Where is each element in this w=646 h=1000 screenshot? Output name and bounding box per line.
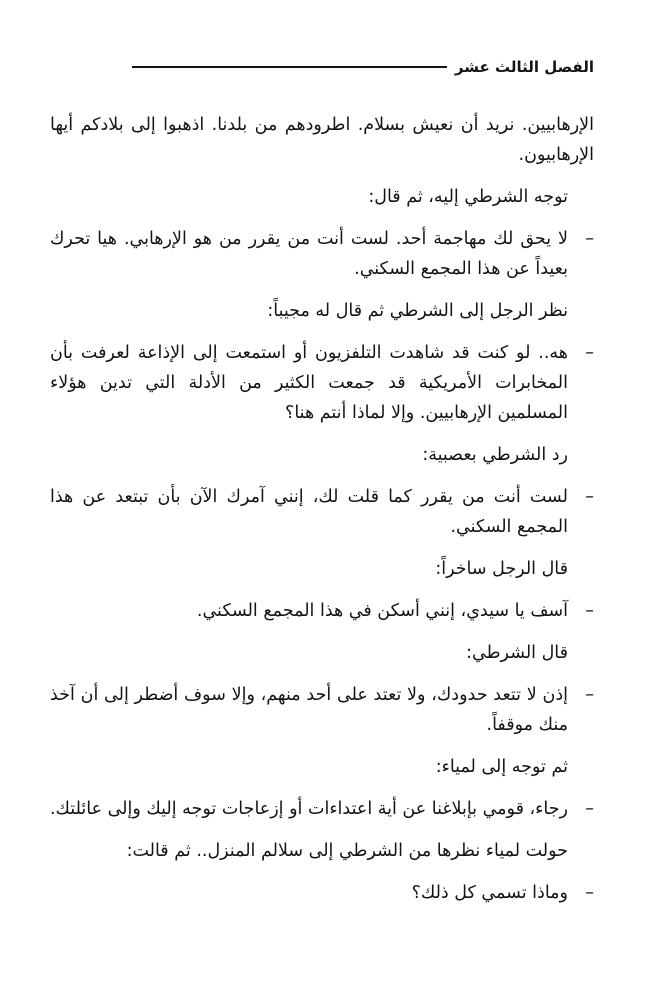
- dialogue-text: هه.. لو كنت قد شاهدت التلفزيون أو استمعت إلى الإذاعة لعرفت بأن المخابرات الأمريكية قد جمعت الكثير من الأدلة التي تدين هؤلاء المسلمين الإرهابيين. وإلا لماذا أنتم هنا؟: [50, 343, 568, 423]
- paragraph-dialogue: [50, 338, 594, 428]
- paragraph-continuation: الإرهابيين. نريد أن نعيش بسلام. اطرودهم من بلدنا. اذهبوا إلى بلادكم أيها الإرهابيون.: [50, 115, 594, 165]
- paragraph-dialogue: [50, 224, 594, 284]
- dialogue-text: آسف يا سيدي، إنني أسكن في هذا المجمع السكني.: [196, 601, 568, 621]
- dialogue-text: لا يحق لك مهاجمة أحد. لست أنت من يقرر من هو الإرهابي. هيا تحرك بعيداً عن هذا المجمع السكني.: [50, 229, 568, 279]
- paragraph-narration: توجه الشرطي إليه، ثم قال:: [368, 187, 568, 207]
- dialogue-dash: –: [585, 343, 594, 363]
- dialogue-dash: –: [585, 799, 594, 819]
- paragraph-narration: نظر الرجل إلى الشرطي ثم قال له مجيباً:: [267, 301, 568, 321]
- paragraph-narration: قال الرجل ساخراً:: [435, 559, 568, 579]
- page-body: [50, 110, 594, 920]
- paragraph-dialogue: [50, 482, 594, 542]
- paragraph-dialogue: [50, 794, 594, 824]
- header-rule: [132, 66, 447, 68]
- paragraph-narration: ثم توجه إلى لمياء:: [435, 757, 568, 777]
- paragraph-dialogue: [50, 680, 594, 740]
- dialogue-dash: –: [585, 883, 594, 903]
- dialogue-dash: –: [585, 601, 594, 621]
- dialogue-text: لست أنت من يقرر كما قلت لك، إنني آمرك الآن بأن تبتعد عن هذا المجمع السكني.: [50, 487, 568, 537]
- paragraph-narration: رد الشرطي بعصبية:: [422, 445, 568, 465]
- paragraph-dialogue: [50, 596, 594, 626]
- dialogue-dash: –: [585, 685, 594, 705]
- dialogue-text: رجاء، قومي بإبلاغنا عن أية اعتداءات أو إزعاجات توجه إليك وإلى عائلتك.: [49, 799, 568, 819]
- dialogue-dash: –: [585, 229, 594, 249]
- running-header: [132, 58, 594, 76]
- dialogue-dash: –: [585, 487, 594, 507]
- paragraph-narration: قال الشرطي:: [466, 643, 568, 663]
- dialogue-text: إذن لا تتعد حدودك، ولا تعتد على أحد منهم، وإلا سوف أضطر إلى أن آخذ منك موقفاً.: [50, 685, 568, 735]
- dialogue-text: وماذا تسمي كل ذلك؟: [411, 883, 568, 903]
- paragraph-dialogue: [50, 878, 594, 908]
- chapter-title: الفصل الثالث عشر: [454, 58, 594, 76]
- paragraph-narration: حولت لمياء نظرها من الشرطي إلى سلالم المنزل.. ثم قالت:: [126, 841, 568, 861]
